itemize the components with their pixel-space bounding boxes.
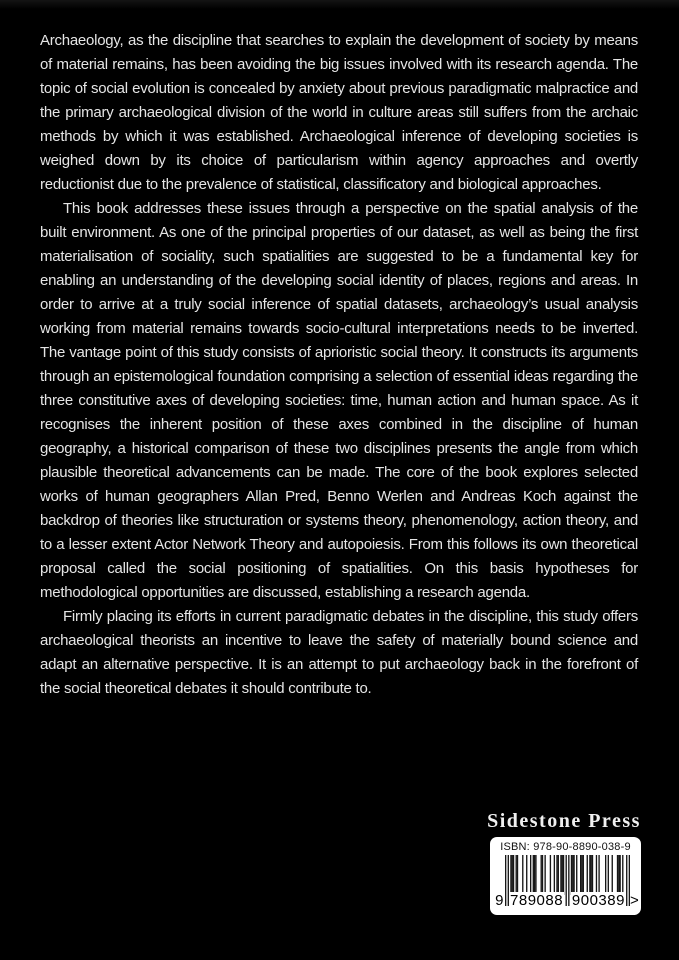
- blurb-paragraph-1: Archaeology, as the discipline that searches to explain the development of society by means of material remains, has been avoiding the big issues involved with its research agenda. The topic of social evolution is concealed by anxiety about previous paradigmatic malpractice and the primary archaeological division of the world in culture areas still suffers from the archaic methods by which it was established. Archaeological inference of developing societies is weighed down by its choice of particularism within agency approaches and overtly reductionist due to the prevalence of statistical, classificatory and biological approaches.: [40, 32, 638, 193]
- barcode-bars: [495, 855, 640, 909]
- isbn-label: ISBN: 978-90-8890-038-9: [500, 841, 631, 853]
- barcode-digits: [495, 892, 640, 909]
- barcode-digits-right-group: 900389: [571, 892, 625, 909]
- publisher-name: Sidestone Press: [487, 810, 641, 832]
- barcode-leading-digit: 9: [495, 892, 504, 909]
- back-cover-blurb: [40, 29, 638, 701]
- blurb-paragraph-2: This book addresses these issues through a perspective on the spatial analysis of the built environment. As one of the principal properties of our dataset, as well as being the first materialisation of sociality, such spatialities are suggested to be a fundamental key for enabling an understanding of the developing social identity of places, regions and areas. In order to arrive at a truly social inference of spatial datasets, archaeology’s usual analysis working from material remains towards socio-cultural interpretations needs to be inverted. The vantage point of this study consists of aprioristic social theory. It constructs its arguments through an epistemological foundation comprising a selection of essential ideas regarding the three constitutive axes of developing societies: time, human action and human space. As it recognises the inherent position of these axes combined in the discipline of human geography, a historical comparison of these two disciplines presents the angle from which plausible theoretical advancements can be made. The core of the book explores selected works of human geographers Allan Pred, Benno Werlen and Andreas Koch against the backdrop of theories like structuration or systems theory, phenomenology, action theory, and to a lesser extent Actor Network Theory and autopoiesis. From this follows its own theoretical proposal called the social positioning of spatialities. On this basis hypotheses for methodological opportunities are discussed, establishing a research agenda.: [40, 200, 638, 601]
- barcode-digits-left-group: 789088: [510, 892, 564, 909]
- barcode-quiet-zone-arrow: >: [630, 892, 640, 909]
- blurb-paragraph-3: Firmly placing its efforts in current paradigmatic debates in the discipline, this study offers archaeological theorists an incentive to leave the safety of materially bound science and adapt an alternative perspective. It is an attempt to put archaeology back in the forefront of the social theoretical debates it should contribute to.: [40, 608, 638, 697]
- isbn-barcode-box: [490, 837, 641, 915]
